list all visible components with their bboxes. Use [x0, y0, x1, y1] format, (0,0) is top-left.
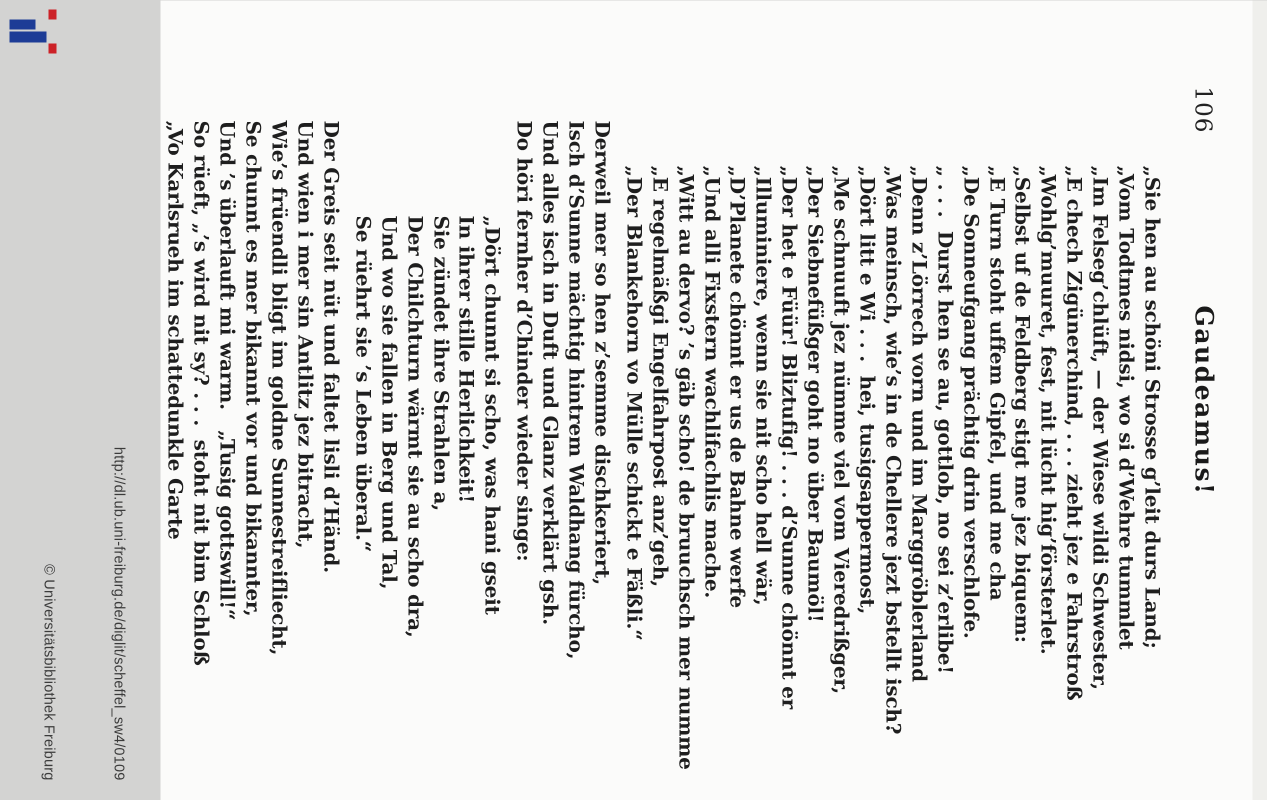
poem-line: „Me schnuuft jez nümme viel vom Vieredrißger,	[829, 165, 854, 694]
poem-line: „E chech Zigünerchind, . . . zieht jez e Fahrstroß	[1062, 165, 1087, 701]
poem-line: „Im Felseg’chlüft, — der Wiese wildi Schwester,	[1088, 165, 1113, 690]
poem-line: Sie zündet ihre Strahlen a,	[428, 215, 453, 511]
poem-line: Do höri fernher d’Chinder wieder singe:	[512, 120, 537, 561]
poem-line: „D’Planete chönnt er us de Bahne werfe	[725, 165, 750, 608]
page-number: 106	[1189, 86, 1215, 133]
scan-url: http://dl.ub.uni-freiburg.de/diglit/scheffel_sw4/0109	[110, 446, 126, 780]
poem-line: „Selbst uf de Feldberg stigt me jez biquem:	[1010, 165, 1035, 643]
running-title: Gaudeamus!	[1189, 305, 1218, 495]
poem-line: „Der Siebnefüßger goht no über Baumöl!	[803, 165, 828, 622]
page	[160, 0, 1252, 800]
poem-line: Und ’s überlauft mi warm. „Tusig gottswill!“	[215, 120, 240, 620]
poem-line: „E Turn stoht uffem Gipfel, und me cha	[984, 165, 1009, 600]
poem-line: „Dört chunnt si scho, was hani gseit	[480, 215, 505, 615]
stanza-narration	[510, 120, 614, 790]
poem-line: „E regelmäßgi Engelfahrpost anz’geh,	[647, 165, 672, 587]
poem-line: „Denn z’Lörrech vorn und im Marggröblerland	[906, 165, 931, 682]
poem-line: „Illuminiere, wenn sie nit scho hell wär,	[751, 165, 776, 606]
poem-line: In ihrer stille Herlichkeit!	[454, 215, 479, 503]
footer-strip	[0, 0, 160, 800]
stanza-narration	[162, 120, 343, 790]
poem-line: „Was meinsch, wie’s in de Chellere jezt bstellt isch?	[880, 165, 905, 734]
poem-line: „Witt au dervo? ’s gäb scho! de bruuchsch mer numme	[673, 165, 698, 770]
logo-red-square-right	[48, 43, 56, 53]
poem-line: „Vo Karlsrueh im schattedunkle Garte	[163, 120, 188, 540]
poem-line: Se rüehrt sie ’s Leben überal.“	[350, 215, 375, 552]
copyright-notice: © Universitätsbibliothek Freiburg	[40, 563, 56, 780]
ub-freiburg-logo	[6, 8, 58, 64]
poem-line: „Sie hen au schöni Strosse g’leit durs Land;	[1140, 165, 1164, 649]
poem-line: Derweil mer so hen z’semme dischkeriert,	[589, 120, 614, 585]
poem-line: „De Sonneufgang prächtig drin verschlofe.	[958, 165, 983, 639]
poem-line: Wie’s früendli bligt im goldne Sunnestreifliecht,	[267, 120, 292, 655]
scan-edge	[1251, 0, 1267, 800]
poem-line: Der Greis seit nüt und faltet lisli d’Händ.	[318, 120, 343, 573]
page-header	[1189, 0, 1218, 800]
poem-line: Und wo sie fallen in Berg und Tal,	[376, 215, 401, 589]
poem-line: Isch d’Sunne mächtig hintrem Waldhang fürcho,	[564, 120, 589, 659]
logo-red-square-left	[48, 9, 56, 19]
logo-blue-bar-right	[9, 31, 46, 42]
stanza-speech	[620, 120, 1164, 790]
poem-line: „Wohlg’muuret, fest, nit lücht hig’försterlet.	[1036, 165, 1061, 655]
poem-line: Se chunnt es mer bikannt vor und bikannter,	[241, 120, 266, 617]
logo-blue-bar-left	[9, 19, 35, 29]
poem	[162, 120, 1164, 790]
stanza-song	[349, 120, 504, 790]
poem-line: „Vom Todtmes nidsi, wo si d’Wehre tummlet	[1114, 165, 1139, 649]
poem-line: So rüeft, „’s wird nit sy? . . . stoht nit bim Schloß	[189, 120, 214, 666]
poem-line: Der Chilchturn wärmt sie au scho dra,	[402, 215, 427, 638]
poem-line: „Dört litt e Wi . . . hei, tusigsappermost,	[855, 165, 880, 614]
poem-line: „Und alli Fixstern wachlifachlis mache.	[699, 165, 724, 598]
poem-line: Und alles isch in Duft und Glanz verklärt gsh.	[538, 120, 563, 625]
poem-line: Und wien i mer sin Antlitz jez bitracht,	[293, 120, 317, 548]
poem-line: „Der het e Füür! Bliztufig! . . . d’Sunne chönnt er	[777, 165, 802, 709]
poem-line: „Der Blankehorn vo Mülle schickt e Fäßli.“	[621, 165, 646, 641]
poem-line: „ . . . Durst hen se au, gottlob, no sei z’erlibe!	[932, 165, 957, 674]
